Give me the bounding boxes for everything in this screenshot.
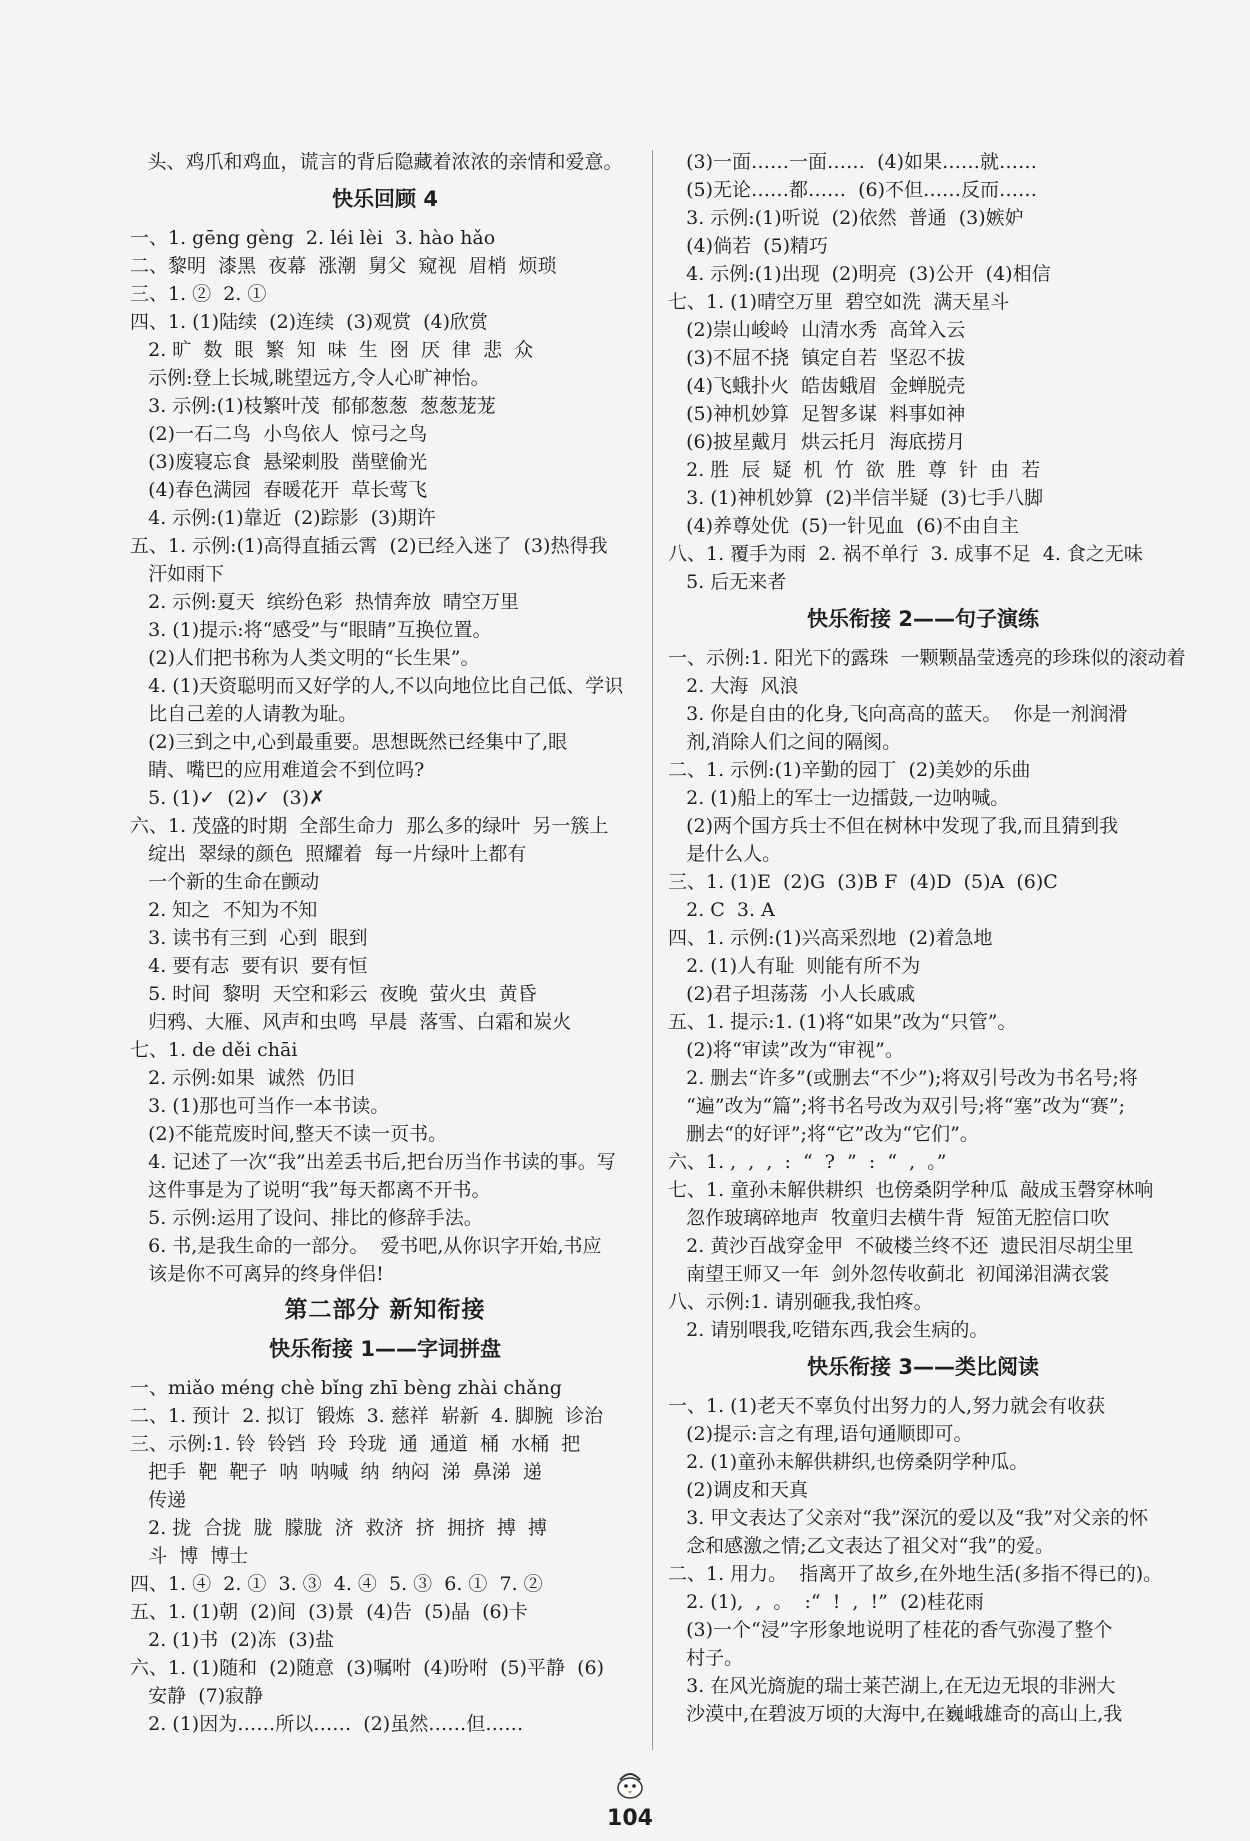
answer-line: (6)披星戴月 烘云托月 海底捞月 [668, 431, 966, 453]
part-title: 第二部分 新知衔接 [284, 1297, 486, 1323]
answer-line: 3. 示例:(1)听说 (2)依然 普通 (3)嫉妒 [668, 207, 1024, 229]
answer-line: 这件事是为了说明“我”每天都离不开书。 [130, 1179, 491, 1201]
answer-line: 安静 (7)寂静 [130, 1685, 264, 1707]
answer-line: 七、1. 童孙未解供耕织 也傍桑阴学种瓜 敲成玉磬穿林响 [668, 1179, 1154, 1201]
answer-line: 一、miǎo méng chè bǐng zhī bèng zhài chǎng [130, 1377, 562, 1399]
answer-line: 3. 甲文表达了父亲对“我”深沉的爱以及“我”对父亲的怀 [668, 1507, 1149, 1529]
section-title: 快乐回顾 4 [332, 187, 438, 211]
answer-line: (5)神机妙算 足智多谋 料事如神 [668, 403, 966, 425]
answer-line: 2. 胜 辰 疑 机 竹 欲 胜 尊 针 由 若 [668, 459, 1041, 481]
answer-line: 2. 知之 不知为不知 [130, 899, 318, 921]
answer-line: 一、1. gēng gèng 2. léi lèi 3. hào hǎo [130, 227, 496, 249]
answer-line: 三、1. (1)E (2)G (3)B F (4)D (5)A (6)C [668, 871, 1058, 893]
answer-line: 5. (1)✓ (2)✓ (3)✗ [130, 787, 325, 809]
answer-line: (2)提示:言之有理,语句通顺即可。 [668, 1423, 973, 1445]
answer-line: (4)倘若 (5)精巧 [668, 235, 829, 257]
answer-line: 六、1. 茂盛的时期 全部生命力 那么多的绿叶 另一簇上 [130, 815, 609, 837]
answer-line: 4. 要有志 要有识 要有恒 [130, 955, 368, 977]
section-title: 快乐衔接 1——字词拼盘 [269, 1337, 501, 1361]
page-number: 104 [607, 1806, 653, 1831]
answer-line: (3)不屈不挠 镇定自若 坚忍不拔 [668, 347, 966, 369]
answer-line: 四、1. ④ 2. ① 3. ③ 4. ④ 5. ③ 6. ① 7. ② [130, 1573, 543, 1595]
answer-line: 二、1. 示例:(1)辛勤的园丁 (2)美妙的乐曲 [668, 759, 1031, 781]
answer-line: 2. 删去“许多”(或删去“不少”);将双引号改为书名号;将 [668, 1067, 1138, 1089]
answer-line: 3. 在风光旖旎的瑞士莱芒湖上,在无边无垠的非洲大 [668, 1675, 1116, 1697]
answer-line: 六、1. , , , : “ ? ” : “ , 。” [668, 1151, 947, 1173]
answer-line: 二、1. 预计 2. 拟订 锻炼 3. 慈祥 崭新 4. 脚腕 诊治 [130, 1405, 604, 1427]
answer-line: 4. 记述了一次“我”出差丢书后,把台历当作书读的事。写 [130, 1151, 616, 1173]
answer-line: 该是你不可离异的终身伴侣! [130, 1263, 384, 1285]
cartoon-bird-icon [610, 1768, 650, 1802]
answer-line: 4. 示例:(1)出现 (2)明亮 (3)公开 (4)相信 [668, 263, 1051, 285]
answer-line: 3. 你是自由的化身,飞向高高的蓝天。 你是一剂润滑 [668, 703, 1128, 725]
right-column [668, 148, 1186, 1728]
answer-line: 七、1. de děi chāi [130, 1039, 298, 1061]
answer-line: 五、1. 示例:(1)高得直插云霄 (2)已经入迷了 (3)热得我 [130, 535, 608, 557]
answer-line: 三、示例:1. 铃 铃铛 玲 玲珑 通 通道 桶 水桶 把 [130, 1433, 581, 1455]
answer-line: 八、1. 覆手为雨 2. 祸不单行 3. 成事不足 4. 食之无味 [668, 543, 1143, 565]
answer-line: (2)君子坦荡荡 小人长戚戚 [668, 983, 916, 1005]
answer-line: 绽出 翠绿的颜色 照耀着 每一片绿叶上都有 [130, 843, 527, 865]
answer-line: 3. (1)那也可当作一本书读。 [130, 1095, 390, 1117]
answer-line: 七、1. (1)晴空万里 碧空如洗 满天星斗 [668, 291, 1010, 313]
column-divider [652, 150, 653, 1750]
answer-line: (2)两个国方兵士不但在树林中发现了我,而且猜到我 [668, 815, 1119, 837]
answer-line: 删去“的好评”;将“它”改为“它们”。 [668, 1123, 979, 1145]
section-title: 快乐衔接 3——类比阅读 [807, 1355, 1039, 1379]
answer-line: (2)一石二鸟 小鸟依人 惊弓之鸟 [130, 423, 428, 445]
answer-line: 四、1. 示例:(1)兴高采烈地 (2)着急地 [668, 927, 993, 949]
answer-line: (2)调皮和天真 [668, 1479, 809, 1501]
answer-line: 2. 大海 风浪 [668, 675, 799, 697]
answer-line: (2)不能荒废时间,整天不读一页书。 [130, 1123, 448, 1145]
answer-line: (2)人们把书称为人类文明的“长生果”。 [130, 647, 480, 669]
answer-line: 4. 示例:(1)靠近 (2)踪影 (3)期许 [130, 507, 436, 529]
answer-line: 四、1. (1)陆续 (2)连续 (3)观赏 (4)欣赏 [130, 311, 489, 333]
answer-line: 一、1. (1)老天不辜负付出努力的人,努力就会有收获 [668, 1395, 1106, 1417]
left-column [130, 148, 640, 1738]
answer-line: (2)崇山峻岭 山清水秀 高耸入云 [668, 319, 966, 341]
answer-line: 忽作玻璃碎地声 牧童归去横牛背 短笛无腔信口吹 [668, 1207, 1110, 1229]
answer-line: 念和感激之情;乙文表达了祖父对“我”的爱。 [668, 1535, 1054, 1557]
answer-line: (3)一面……一面…… (4)如果……就…… [668, 151, 1038, 173]
answer-line: 斗 博 博士 [130, 1545, 249, 1567]
answer-line: 归鸦、大雁、风声和虫鸣 早晨 落雪、白霜和炭火 [130, 1011, 572, 1033]
answer-line: (4)春色满园 春暖花开 草长莺飞 [130, 479, 428, 501]
answer-line: 5. 示例:运用了设问、排比的修辞手法。 [130, 1207, 483, 1229]
answer-line: 2. 拢 合拢 胧 朦胧 济 救济 挤 拥挤 搏 搏 [130, 1517, 547, 1539]
answer-line: 二、黎明 漆黑 夜幕 涨潮 舅父 窥视 眉梢 烦琐 [130, 255, 557, 277]
answer-line: 是什么人。 [668, 843, 782, 865]
answer-line: 2. (1)因为……所以…… (2)虽然……但…… [130, 1713, 524, 1735]
answer-line: 2. (1)书 (2)冻 (3)盐 [130, 1629, 335, 1651]
answer-line: 一、示例:1. 阳光下的露珠 一颗颗晶莹透亮的珍珠似的滚动着 [668, 647, 1186, 669]
answer-line: 2. 请别喂我,吃错东西,我会生病的。 [668, 1319, 989, 1341]
answer-line: 2. (1)船上的军士一边擂鼓,一边呐喊。 [668, 787, 1010, 809]
answer-line: 南望王师又一年 剑外忽传收蓟北 初闻涕泪满衣裳 [668, 1263, 1110, 1285]
answer-line: 5. 时间 黎明 天空和彩云 夜晚 萤火虫 黄昏 [130, 983, 537, 1005]
answer-line: 2. C 3. A [668, 899, 775, 921]
answer-line: 2. (1)童孙未解供耕织,也傍桑阴学种瓜。 [668, 1451, 1029, 1473]
section-title: 快乐衔接 2——句子演练 [807, 607, 1039, 631]
answer-line: 六、1. (1)随和 (2)随意 (3)嘱咐 (4)吩咐 (5)平静 (6) [130, 1657, 605, 1679]
answer-line: (2)三到之中,心到最重要。思想既然已经集中了,眼 [130, 731, 568, 753]
answer-line: 村子。 [668, 1647, 744, 1669]
answer-line: 比自己差的人请教为耻。 [130, 703, 358, 725]
page-footer [600, 1768, 660, 1831]
answer-line: (3)一个“浸”字形象地说明了桂花的香气弥漫了整个 [668, 1619, 1113, 1641]
answer-line: 剂,消除人们之间的隔阂。 [668, 731, 902, 753]
answer-line: 把手 靶 靶子 呐 呐喊 纳 纳闷 涕 鼻涕 递 [130, 1461, 542, 1483]
answer-line: 沙漠中,在碧波万顷的大海中,在巍峨雄奇的高山上,我 [668, 1703, 1123, 1725]
answer-line: 4. (1)天资聪明而又好学的人,不以向地位比自己低、学识 [130, 675, 624, 697]
answer-line: 睛、嘴巴的应用难道会不到位吗? [130, 759, 425, 781]
answer-line: (2)将“审读”改为“审视”。 [668, 1039, 904, 1061]
answer-line: (4)飞蛾扑火 皓齿蛾眉 金蝉脱壳 [668, 375, 966, 397]
answer-line: 2. 黄沙百战穿金甲 不破楼兰终不还 遗民泪尽胡尘里 [668, 1235, 1134, 1257]
answer-line: (4)养尊处优 (5)一针见血 (6)不由自主 [668, 515, 1020, 537]
answer-line: 3. (1)提示:将“感受”与“眼睛”互换位置。 [130, 619, 492, 641]
answer-line: 三、1. ② 2. ① [130, 283, 267, 305]
answer-line: 5. 后无来者 [668, 571, 787, 593]
answer-line: 头、鸡爪和鸡血，谎言的背后隐藏着浓浓的亲情和爱意。 [147, 151, 623, 173]
answer-line: 二、1. 用力。 指离开了故乡,在外地生活(多指不得已的)。 [668, 1563, 1163, 1585]
answer-line: 八、示例:1. 请别砸我,我怕疼。 [668, 1291, 933, 1313]
answer-line: 一个新的生命在颤动 [130, 871, 320, 893]
answer-line: 6. 书,是我生命的一部分。 爱书吧,从你识字开始,书应 [130, 1235, 602, 1257]
answer-line: 2. (1)人有耻 则能有所不为 [668, 955, 921, 977]
answer-line: 五、1. 提示:1. (1)将“如果”改为“只管”。 [668, 1011, 1017, 1033]
answer-line: 汗如雨下 [130, 563, 225, 585]
answer-line: 五、1. (1)朝 (2)间 (3)景 (4)告 (5)晶 (6)卡 [130, 1601, 529, 1623]
answer-line: “遍”改为“篇”;将书名号改为双引号;将“塞”改为“赛”; [668, 1095, 1126, 1117]
answer-line: 示例:登上长城,眺望远方,令人心旷神怡。 [130, 367, 490, 389]
answer-line: 2. 示例:如果 诚然 仍旧 [130, 1067, 355, 1089]
answer-line: 2. 旷 数 眼 繁 知 味 生 囹 厌 律 悲 众 [130, 339, 534, 361]
answer-line: 2. (1), , 。 :“ ! , !” (2)桂花雨 [668, 1591, 984, 1613]
answer-line: 3. 示例:(1)枝繁叶茂 郁郁葱葱 葱葱茏茏 [130, 395, 496, 417]
answer-line: 传递 [130, 1489, 187, 1511]
answer-line: (3)废寝忘食 悬梁刺股 凿壁偷光 [130, 451, 428, 473]
answer-line: 2. 示例:夏天 缤纷色彩 热情奔放 晴空万里 [130, 591, 519, 613]
answer-line: (5)无论……都…… (6)不但……反而…… [668, 179, 1038, 201]
answer-line: 3. (1)神机妙算 (2)半信半疑 (3)七手八脚 [668, 487, 1044, 509]
answer-line: 3. 读书有三到 心到 眼到 [130, 927, 368, 949]
